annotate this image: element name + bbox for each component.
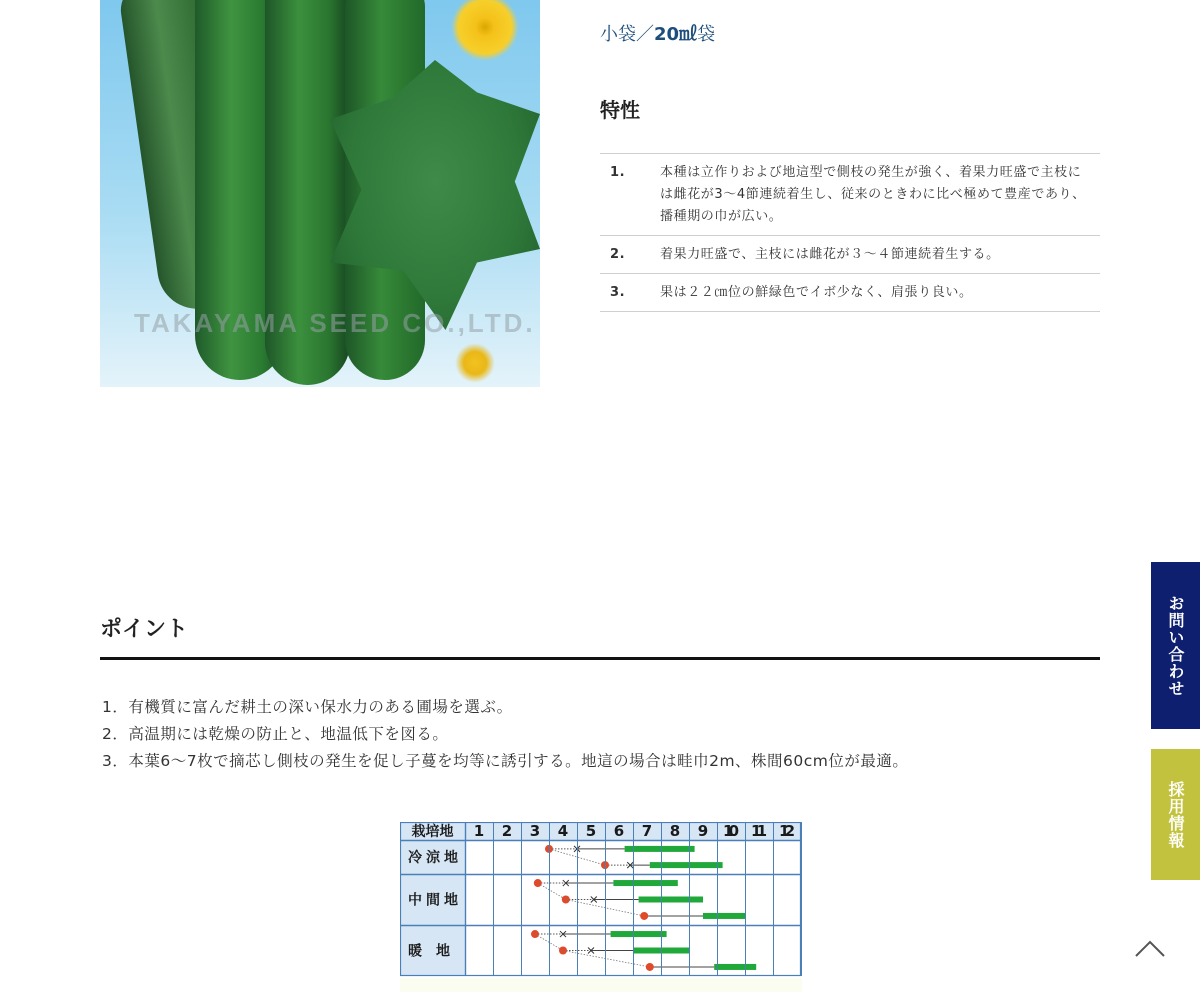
package-size-suffix: 袋 bbox=[697, 24, 716, 45]
calendar-header-month: 1 bbox=[473, 822, 485, 840]
contact-tab[interactable] bbox=[1151, 562, 1200, 729]
calendar-header-region: 栽培地 bbox=[411, 824, 454, 840]
sowing-marker-icon bbox=[646, 963, 654, 971]
package-size bbox=[600, 20, 715, 46]
calendar-region-label: 暖地 bbox=[408, 943, 464, 960]
image-watermark: TAKAYAMA SEED CO.,LTD. bbox=[134, 308, 536, 338]
calendar-region-label: 中間地 bbox=[408, 892, 462, 909]
chevron-up-icon bbox=[1132, 934, 1168, 962]
point-item: 1．有機質に富んだ耕土の深い保水力のある圃場を選ぶ。 bbox=[102, 698, 513, 716]
recruit-tab-label: 採用情報 bbox=[1166, 780, 1185, 849]
characteristic-item bbox=[600, 236, 1100, 274]
flower-shape bbox=[455, 343, 495, 383]
characteristic-text: 着果力旺盛で、主枝には雌花が３〜４節連続着生する。 bbox=[660, 247, 1000, 262]
harvest-bar bbox=[611, 931, 667, 937]
characteristics-title: 特性 bbox=[600, 98, 640, 122]
chart-bottom-band bbox=[400, 978, 802, 992]
product-image bbox=[100, 0, 540, 387]
characteristic-text: 本種は立作りおよび地這型で側枝の発生が強く、着果力旺盛で主枝には雌花が3〜4節連続着生し、従来のときわに比べ極めて豊産であり、播種期の巾が広い。 bbox=[660, 165, 1086, 224]
characteristic-item bbox=[600, 274, 1100, 312]
point-item: 2．高温期には乾燥の防止と、地温低下を図る。 bbox=[102, 725, 449, 743]
characteristic-item bbox=[600, 154, 1100, 236]
calendar-header-month: 12 bbox=[779, 822, 795, 840]
recruit-tab[interactable] bbox=[1151, 749, 1200, 880]
harvest-bar bbox=[703, 913, 745, 919]
cultivation-calendar-graphic bbox=[400, 822, 802, 978]
calendar-header-month: 9 bbox=[697, 822, 709, 840]
flower-shape bbox=[450, 0, 520, 60]
sowing-marker-icon bbox=[640, 912, 648, 920]
calendar-region-label: 冷涼地 bbox=[408, 850, 462, 866]
harvest-bar bbox=[613, 880, 677, 886]
back-to-top-button[interactable] bbox=[1132, 934, 1168, 962]
sowing-marker-icon bbox=[562, 896, 570, 904]
characteristic-number: 2. bbox=[610, 247, 626, 262]
harvest-bar bbox=[639, 897, 703, 903]
harvest-bar bbox=[714, 964, 756, 970]
calendar-header-month: 6 bbox=[613, 822, 625, 840]
contact-tab-label: お問い合わせ bbox=[1166, 594, 1185, 697]
calendar-header-month: 3 bbox=[529, 822, 541, 840]
characteristic-number: 1. bbox=[610, 165, 626, 180]
calendar-header-month: 5 bbox=[585, 822, 597, 840]
calendar-header-month: 11 bbox=[751, 822, 767, 840]
calendar-header-month: 8 bbox=[669, 822, 681, 840]
cultivation-calendar bbox=[400, 822, 802, 978]
sowing-marker-icon bbox=[534, 879, 542, 887]
package-size-prefix: 小袋／ bbox=[600, 24, 654, 45]
characteristic-text: 果は２２㎝位の鮮緑色でイボ少なく、肩張り良い。 bbox=[660, 285, 973, 300]
calendar-header-month: 2 bbox=[501, 822, 513, 840]
calendar-header-month: 10 bbox=[723, 822, 739, 840]
characteristics-list bbox=[600, 153, 1100, 312]
point-item: 3．本葉6〜7枚で摘芯し側枝の発生を促し子蔓を均等に誘引する。地這の場合は畦巾2m、株間60cm位が最適。 bbox=[102, 752, 909, 770]
calendar-header-row bbox=[400, 822, 801, 840]
points-list bbox=[102, 694, 908, 775]
harvest-bar bbox=[625, 846, 695, 852]
harvest-bar bbox=[650, 862, 723, 868]
points-title: ポイント bbox=[100, 617, 189, 642]
section-divider bbox=[100, 657, 1100, 660]
package-size-amount: 20㎖ bbox=[654, 24, 698, 45]
calendar-header-month: 4 bbox=[557, 822, 569, 840]
characteristic-number: 3. bbox=[610, 285, 626, 300]
calendar-header-month: 7 bbox=[641, 822, 653, 840]
